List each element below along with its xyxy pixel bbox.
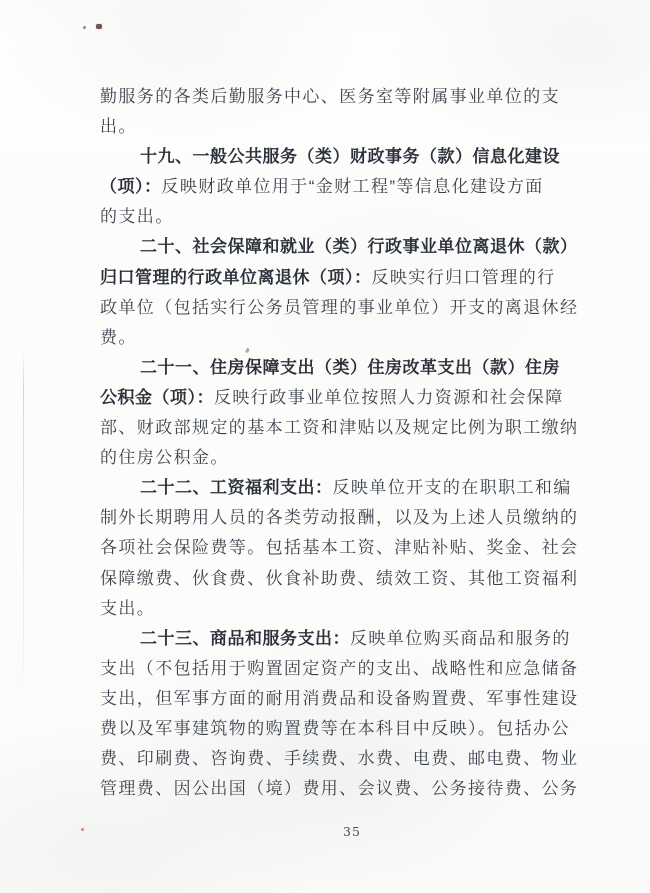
text-segment: 管理费、因公出国（境）费用、会议费、公务接待费、公务 [100, 779, 579, 799]
text-segment: 费、印刷费、咨询费、手续费、水费、电费、邮电费、物业 [100, 749, 579, 769]
heading-segment: 公积金（项）： [100, 387, 214, 407]
text-segment: 制外长期聘用人员的各类劳动报酬，以及为上述人员缴纳的 [100, 508, 579, 528]
text-segment: 反映行政事业单位按照人力资源和社会保障 [214, 387, 564, 407]
text-segment: 政单位（包括实行公务员管理的事业单位）开支的离退休经 [100, 297, 579, 317]
text-segment: 反映单位开支的在职职工和编 [332, 478, 572, 498]
heading-segment: 十九、一般公共服务（类）财政事务（款）信息化建设 [140, 147, 560, 167]
text-line [100, 503, 579, 533]
heading-segment: 二十一、住房保障支出（类）住房改革支出（款）住房 [140, 357, 560, 377]
text-line [100, 473, 570, 503]
text-line [100, 323, 570, 353]
page-number: 35 [343, 824, 361, 839]
text-line [100, 744, 579, 774]
text-segment: 费。 [100, 327, 137, 347]
heading-segment: 二十、社会保障和就业（类）行政事业单位离退休（款） [140, 237, 578, 257]
document-text [100, 82, 579, 804]
text-line [100, 172, 570, 202]
text-line [100, 774, 579, 804]
text-line [100, 82, 570, 112]
text-line [100, 353, 570, 383]
text-line [100, 383, 570, 413]
text-line [100, 714, 570, 744]
text-segment: 勤服务的各类后勤服务中心、医务室等附属事业单位的支 [100, 87, 560, 106]
text-segment: 保障缴费、伙食费、伙食补助费、绩效工资、其他工资福利 [100, 568, 579, 588]
text-line [100, 564, 579, 594]
scan-speck [96, 24, 102, 29]
text-segment: 反映单位购买商品和服务的 [350, 628, 571, 648]
text-segment: 费以及军事建筑物的购置费等在本科目中反映）。包括办公 [100, 718, 570, 738]
scan-speck [81, 828, 84, 831]
text-line [100, 684, 579, 714]
text-segment: 反映实行归口管理的行 [371, 267, 556, 287]
text-segment: 支出（不包括用于购置固定资产的支出、战略性和应急储备 [100, 658, 579, 678]
text-segment: 反映财政单位用于“金财工程”等信息化建设方面 [161, 177, 544, 197]
scan-speck [83, 26, 86, 29]
heading-segment: 二十三、商品和服务支出： [140, 628, 350, 648]
text-line [100, 413, 579, 443]
text-line [100, 263, 570, 293]
text-line [100, 624, 570, 654]
text-line [100, 142, 570, 172]
text-segment: 各项社会保险费等。包括基本工资、津贴补贴、奖金、社会 [100, 538, 579, 558]
text-line [100, 594, 570, 624]
text-line [100, 112, 570, 142]
text-segment: 支出。 [100, 598, 156, 618]
heading-segment: 二十二、工资福利支出： [140, 478, 333, 498]
heading-segment: 归口管理的行政单位离退休（项）： [100, 267, 372, 287]
text-line [100, 293, 579, 323]
text-segment: 的支出。 [100, 207, 174, 227]
text-line [100, 533, 579, 563]
text-segment: 支出，但军事方面的耐用消费品和设备购置费、军事性建设 [100, 688, 579, 708]
text-line [100, 654, 579, 684]
text-line [100, 443, 570, 473]
text-segment: 出。 [100, 117, 137, 137]
text-segment: 的住房公积金。 [100, 448, 229, 468]
heading-segment: （项）： [100, 177, 162, 197]
text-line [100, 202, 570, 232]
scan-fold-line [23, 350, 24, 690]
text-line [100, 232, 578, 262]
text-segment: 部、财政部规定的基本工资和津贴以及规定比例为职工缴纳 [100, 418, 579, 438]
